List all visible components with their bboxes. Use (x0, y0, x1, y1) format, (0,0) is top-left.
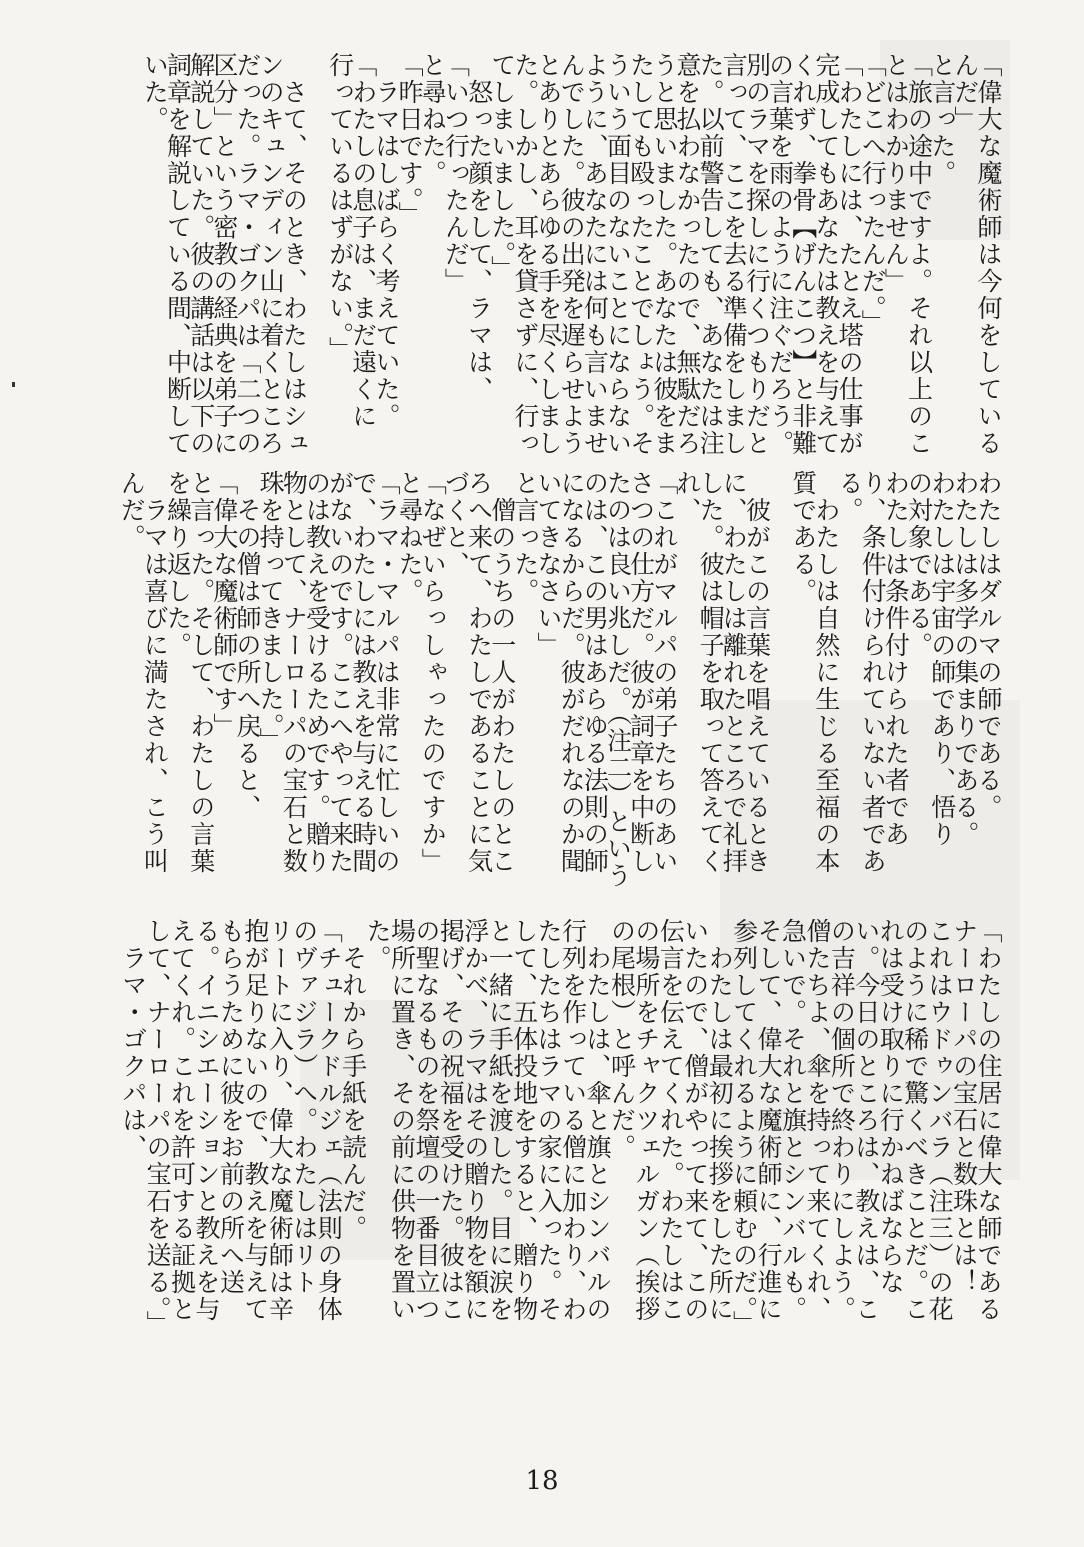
text-column: の言葉を雨のように注ぐだろう。 (765, 52, 795, 457)
text-column: た。しかし、耳を貸さずに、行っ (510, 52, 540, 457)
text-column: わたしは最初に挨拶をした所に (705, 918, 735, 1323)
text-column: 「ラマ・マルパは非常に忙しいの (371, 470, 401, 875)
text-column: れは受け取りに行かねばならな (876, 918, 906, 1296)
text-column: とありとあらゆる手を尽くしまし (534, 52, 564, 457)
text-column: 別のラマを探しに行くつもりだと (742, 52, 772, 457)
text-column: ろへ来て、わたしであることに気 (464, 470, 494, 875)
text-column: 物として、ナーローパの宝石と数 (279, 470, 309, 875)
text-column: 参列してくれるように頼むのだ。」 (729, 918, 759, 1338)
text-column: んでした。彼の出発を遅らせよう (557, 52, 587, 457)
text-column: わたしは自然に生じる至福の本 (811, 470, 841, 875)
text-column: ラマ・ゴクパは、 (118, 918, 148, 1161)
text-column: いた。 (140, 52, 170, 133)
text-column: り、条件付けられていない者であ (858, 470, 888, 875)
text-column: 急いで。それと旗とシンバルも。 (778, 918, 808, 1323)
text-column: のヴァジラ）へ。わたしはリト (289, 918, 319, 1296)
text-column: ういう面目のないことにならない (603, 52, 633, 457)
text-column: い。今日のところは、教えは、こ (851, 918, 881, 1323)
text-column: 言って、ここを去る準備をしまし (719, 52, 749, 457)
text-column: わたしは宇宙の師であり、悟り (927, 470, 957, 848)
text-column: になるからだ。彼がだれなのか聞 (557, 470, 587, 875)
text-column: いてきなさい」 (534, 470, 564, 659)
text-column: に、わたしは離れたところで礼拝 (719, 470, 749, 875)
text-column: 抱が足りないので、教えを与えて (240, 918, 270, 1323)
text-column: いたので、僧がやって来て、この (680, 918, 710, 1323)
text-tier-lower (118, 918, 1003, 1350)
text-column: 「なぜいらっしゃったのですか」 (418, 470, 448, 875)
text-column: うと思いました。あなたは彼をま (649, 52, 679, 457)
text-column: を繰り返した。 (163, 470, 193, 659)
text-column: 伝言を伝えてくれた。わたしはこ (656, 918, 686, 1323)
text-column: した。彼は帽子を取って答えてく (696, 470, 726, 875)
text-column: リートに入り、偉大な魔術師は辛 (265, 918, 295, 1323)
text-column: と言った。 (927, 52, 957, 187)
text-column: 完成してもあなたは教えを与えて (811, 52, 841, 457)
text-column: たしても殴ったことでしょう。そ (626, 52, 656, 457)
text-column: わたしは、傘と旗とシンバルの (583, 918, 612, 1323)
text-column: 掲げ、その祝福を受けた。彼はこ (436, 918, 466, 1323)
text-column: がないのです。ここへやって来た (325, 470, 355, 875)
page-number: 18 (525, 1466, 559, 1496)
text-column: ラマはしばらく考えていた。 (371, 52, 401, 430)
text-column: る。イニシエーションと教えを与 (192, 918, 221, 1323)
text-column: の聖なるものを祭壇の一番目立つ (411, 918, 441, 1323)
text-column: 珠を持ってきました。」 (256, 470, 286, 755)
text-column: る。 (835, 470, 865, 524)
text-column: 「わたしの息子は、まだ遠くに (348, 52, 378, 430)
text-column: のは教えを受けるためです。贈り (302, 470, 332, 875)
text-column (305, 52, 328, 444)
text-column: てしまいました。」 (487, 52, 517, 283)
text-column: の尾根）と呼んだ。 (607, 918, 637, 1161)
text-tier-upper (120, 52, 1003, 457)
text-column: 「旅の途中ですよ。それ以上のこ (904, 52, 934, 457)
text-column: 解説していた。彼の講話は以下の (186, 52, 216, 457)
text-column: れ、 (672, 470, 702, 524)
text-column: 「わたしの住居に偉大な師である (974, 918, 1003, 1323)
text-column: その僧は師の所へ戻ると、 (233, 470, 262, 821)
text-column: の吉祥の個所で終わりにしよう。 (827, 918, 857, 1323)
text-column: それから手紙を読んだ。 (338, 918, 368, 1242)
text-column: とはわかりません」 (881, 52, 911, 295)
text-column: 「いつ行ったんだ」 (441, 52, 471, 295)
text-column: ンのキュンディン山に着くところ (256, 52, 286, 457)
text-column: た。 (363, 918, 393, 972)
text-column: 怒った顔をして、ラマは、 (464, 52, 494, 403)
text-column: 区分」という密教の経典を弟子に (209, 52, 239, 457)
text-column: ラマは喜びに満たされ、こう叫 (140, 470, 170, 875)
text-column: 僧のうちの一人がわたしのとこ (487, 470, 517, 875)
text-column: んだ。 (117, 470, 147, 551)
text-column: 「昨日です。」 (395, 52, 425, 229)
text-column: 行列を作っている僧に加わり、わ (558, 918, 588, 1323)
text-column: の場所をチャクツェルガン（挨拶 (631, 918, 661, 1323)
text-column: 「チュークドルジェ（法則の身体 (314, 918, 344, 1323)
text-column: わたしはダルマの師である。 (974, 470, 1003, 821)
text-column: 場所に置き、その前に供物を置い (387, 918, 417, 1323)
text-column: えてくれ。これを許可する証拠と (167, 918, 197, 1323)
text-column: 「これがマルパの弟子たちのあい (649, 470, 679, 875)
text-column: 意を払わなかったので、無駄だろ (672, 52, 702, 457)
text-column: と尋ねた。 (418, 52, 448, 187)
text-column: 「どこへ行ったんだ。」 (858, 52, 888, 337)
text-column: 「偉大な魔術師は今何をしている (974, 52, 1003, 457)
text-column: わたしは条件付けられた者であ (881, 470, 911, 848)
text-column: さつの仕方だ。彼が詞章を中断し (626, 470, 656, 875)
text-column: と尋ねた。 (395, 470, 425, 605)
text-column: のは、この男はあらゆる法則の師 (580, 470, 610, 875)
text-column: もらうために彼をお前の所へ送 (216, 918, 246, 1296)
text-column: さて、そのとき、わたしはシュ (279, 52, 309, 457)
text-column: 「わたしには、たとえ塔の仕事が (835, 52, 865, 457)
text-column: 「偉大な魔術師です」 (209, 470, 239, 740)
text-column: 行っているはずがない。」 (325, 52, 355, 364)
text-column: して、五体投地をすると、贈り物 (509, 918, 539, 1323)
text-column: づくと、 (441, 470, 471, 578)
text-column: 詞章を解説している間、中断して (163, 52, 193, 457)
text-column: だった。ラマ・ゴクパは「二つの (233, 52, 262, 457)
text-column: して、ナーローパの宝石を送る。」 (143, 918, 173, 1338)
text-column: と言った。 (510, 470, 540, 605)
text-column: のように稀で驚くべきことだ。こ (900, 918, 930, 1323)
text-column: ナーローパの宝石と数珠とは！ (949, 918, 979, 1296)
text-column: たしたちはラマの家に入った。そ (534, 918, 564, 1323)
text-column: 質である。 (788, 470, 818, 605)
text-column: た。以前警告しても、あなたは注 (696, 52, 726, 457)
text-column: で、わたしには教えを与える時間 (348, 470, 378, 875)
text-column: と言った。そして、わたしの言葉 (186, 470, 216, 875)
text-column: そして、偉大な魔術師に、行進に (754, 918, 784, 1323)
text-tier-middle (117, 470, 1003, 890)
text-column: たのは良い兆しだ。（注二）という (603, 470, 633, 890)
text-column: 僧たちよ、傘を持って来てくれ、 (802, 918, 832, 1323)
text-column: の対象である。 (904, 470, 934, 659)
text-column: わたしは多学の集まりである。 (950, 470, 980, 848)
text-column: これはウドゥンバラ（注三）の花 (925, 918, 955, 1323)
text-column: ように、あなたには何も言いませ (580, 52, 610, 457)
text-column: 浮かべ、ラマはその贈り物を額に (460, 918, 490, 1323)
text-column: んだ」 (950, 52, 980, 133)
text-column: と一緒に手紙を渡した。目に涙を (485, 918, 515, 1323)
scan-speck (12, 382, 15, 387)
text-column: くれず、拳骨【げんこつ】と非難 (788, 52, 818, 457)
text-column: 彼がこの言葉を唱えているとき (742, 470, 772, 875)
